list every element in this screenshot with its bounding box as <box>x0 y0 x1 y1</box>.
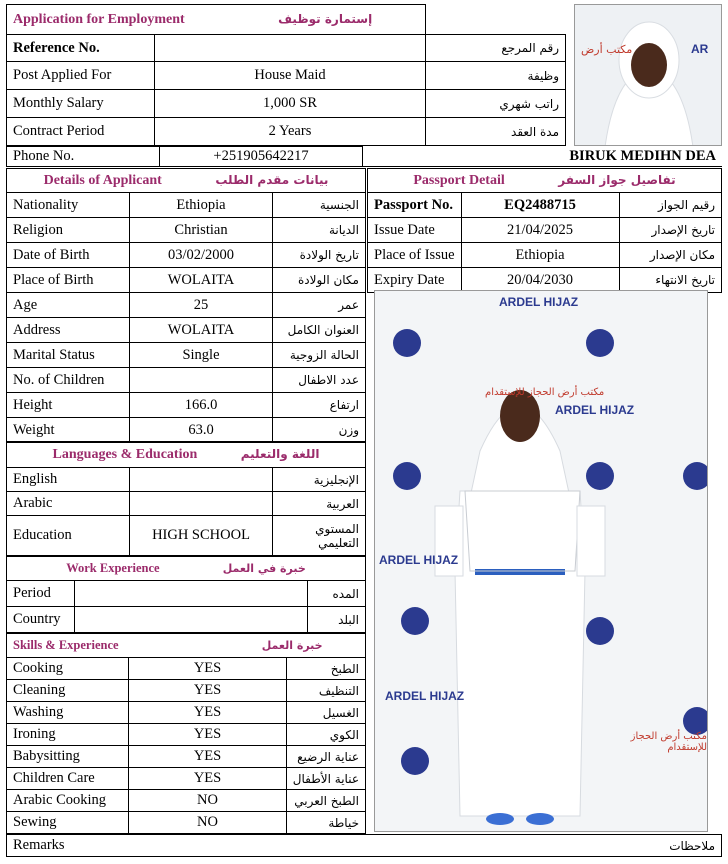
pob-label: Place of Birth <box>7 268 130 293</box>
religion-label: Religion <box>7 218 130 243</box>
skill-ironing-label: Ironing <box>7 724 129 746</box>
salary-label: Monthly Salary <box>7 90 155 118</box>
arabic-ar: العربية <box>273 492 366 516</box>
children-ar: عدد الاطفال <box>273 368 366 393</box>
contract-value: 2 Years <box>155 118 426 146</box>
height-ar: ارتفاع <box>273 393 366 418</box>
details-header: Details of Applicant بيانات مقدم الطلب <box>7 169 366 193</box>
skill-washing-value: YES <box>129 702 287 724</box>
watermark-brand: ARDEL HIJAZ <box>499 295 579 309</box>
skill-arabic-cooking-ar: الطبخ العربي <box>286 790 365 812</box>
nationality-label: Nationality <box>7 193 130 218</box>
headshot-illustration <box>575 5 722 146</box>
issue-place-ar: مكان الإصدار <box>619 243 721 268</box>
issue-place-value: Ethiopia <box>461 243 619 268</box>
country-label: Country <box>7 607 75 633</box>
arabic-label: Arabic <box>7 492 130 516</box>
details-table <box>6 168 366 443</box>
religion-value: Christian <box>130 218 273 243</box>
age-value: 25 <box>130 293 273 318</box>
languages-table <box>6 441 366 556</box>
full-body-photo <box>374 290 708 832</box>
period-ar: المده <box>308 581 366 607</box>
children-label: No. of Children <box>7 368 130 393</box>
languages-header: Languages & Education اللغة والتعليم <box>7 442 366 468</box>
arabic-value <box>130 492 273 516</box>
skill-sewing-value: NO <box>129 812 287 834</box>
passport-no-value: EQ2488715 <box>461 193 619 218</box>
skill-cleaning-value: YES <box>129 680 287 702</box>
dob-label: Date of Birth <box>7 243 130 268</box>
skill-childcare-ar: عناية الأطفال <box>286 768 365 790</box>
skill-cleaning-label: Cleaning <box>7 680 129 702</box>
watermark-brand: ARDEL HIJAZ <box>379 553 459 567</box>
headshot-photo <box>574 4 722 146</box>
address-ar: العنوان الكامل <box>273 318 366 343</box>
pob-ar: مكان الولادة <box>273 268 366 293</box>
remarks-ar: ملاحظات <box>219 835 722 857</box>
expiry-ar: تاريخ الانتهاء <box>619 268 721 293</box>
weight-ar: وزن <box>273 418 366 443</box>
weight-value: 63.0 <box>130 418 273 443</box>
dob-value: 03/02/2000 <box>130 243 273 268</box>
skill-arabic-cooking-value: NO <box>129 790 287 812</box>
passport-no-label: Passport No. <box>368 193 462 218</box>
age-ar: عمر <box>273 293 366 318</box>
watermark-brand: ARDEL HIJAZ <box>385 689 465 703</box>
pob-value: WOLAITA <box>130 268 273 293</box>
skills-header: Skills & Experience خبرة العمل <box>7 634 366 658</box>
skill-ironing-value: YES <box>129 724 287 746</box>
country-value <box>75 607 308 633</box>
nationality-ar: الجنسية <box>273 193 366 218</box>
english-value <box>130 468 273 492</box>
skill-cooking-value: YES <box>129 658 287 680</box>
address-label: Address <box>7 318 130 343</box>
issue-place-label: Place of Issue <box>368 243 462 268</box>
skill-cleaning-ar: التنظيف <box>286 680 365 702</box>
height-label: Height <box>7 393 130 418</box>
education-ar: المستوي التعليمي <box>273 516 366 556</box>
job-table <box>6 4 566 146</box>
passport-header: Passport Detail تفاصيل جواز السفر <box>368 169 722 193</box>
expiry-value: 20/04/2030 <box>461 268 619 293</box>
age-label: Age <box>7 293 130 318</box>
skill-cooking-label: Cooking <box>7 658 129 680</box>
weight-label: Weight <box>7 418 130 443</box>
work-table <box>6 556 366 633</box>
issue-date-value: 21/04/2025 <box>461 218 619 243</box>
skill-babysitting-label: Babysitting <box>7 746 129 768</box>
skill-sewing-label: Sewing <box>7 812 129 834</box>
watermark-arabic: مكتب أرض الحجاز للإستقدام <box>485 387 605 398</box>
phone-table <box>6 146 722 167</box>
ref-value <box>155 35 426 62</box>
children-value <box>130 368 273 393</box>
passport-table <box>367 168 722 293</box>
skill-sewing-ar: خياطة <box>286 812 365 834</box>
skill-washing-ar: الغسيل <box>286 702 365 724</box>
skill-ironing-ar: الكوي <box>286 724 365 746</box>
salary-value: 1,000 SR <box>155 90 426 118</box>
candidate-name: BIRUK MEDIHN DEA <box>363 147 723 167</box>
height-value: 166.0 <box>130 393 273 418</box>
dob-ar: تاريخ الولادة <box>273 243 366 268</box>
post-label: Post Applied For <box>7 62 155 90</box>
nationality-value: Ethiopia <box>130 193 273 218</box>
remarks-table <box>6 834 722 857</box>
issue-date-ar: تاريخ الإصدار <box>619 218 721 243</box>
ref-ar: رقم المرجع <box>426 35 566 62</box>
english-ar: الإنجليزية <box>273 468 366 492</box>
watermark-arabic: مكتب أرض الحجاز للإستقدام <box>630 731 707 753</box>
marital-ar: الحالة الزوجية <box>273 343 366 368</box>
education-label: Education <box>7 516 130 556</box>
skill-washing-label: Washing <box>7 702 129 724</box>
issue-date-label: Issue Date <box>368 218 462 243</box>
phone-value: +251905642217 <box>160 147 363 167</box>
skill-cooking-ar: الطبخ <box>286 658 365 680</box>
skills-table <box>6 633 366 834</box>
post-value: House Maid <box>155 62 426 90</box>
period-label: Period <box>7 581 75 607</box>
skill-childcare-value: YES <box>129 768 287 790</box>
remarks-label: Remarks <box>7 835 220 857</box>
country-ar: البلد <box>308 607 366 633</box>
contract-label: Contract Period <box>7 118 155 146</box>
skill-babysitting-value: YES <box>129 746 287 768</box>
watermark-brand: ARDEL HIJAZ <box>555 403 635 417</box>
religion-ar: الديانة <box>273 218 366 243</box>
contract-ar: مدة العقد <box>426 118 566 146</box>
english-label: English <box>7 468 130 492</box>
skill-childcare-label: Children Care <box>7 768 129 790</box>
marital-value: Single <box>130 343 273 368</box>
skill-babysitting-ar: عناية الرضيع <box>286 746 365 768</box>
salary-ar: راتب شهري <box>426 90 566 118</box>
skill-arabic-cooking-label: Arabic Cooking <box>7 790 129 812</box>
svg-text:AR: AR <box>691 42 709 56</box>
marital-label: Marital Status <box>7 343 130 368</box>
expiry-label: Expiry Date <box>368 268 462 293</box>
passport-no-ar: رقيم الجواز <box>619 193 721 218</box>
education-value: HIGH SCHOOL <box>130 516 273 556</box>
period-value <box>75 581 308 607</box>
ref-label: Reference No. <box>7 35 155 62</box>
post-ar: وظيفة <box>426 62 566 90</box>
work-header: Work Experience خبرة في العمل <box>7 557 366 581</box>
address-value: WOLAITA <box>130 318 273 343</box>
phone-label: Phone No. <box>7 147 160 167</box>
form-title: Application for Employment إستمارة توظيف <box>7 5 426 35</box>
svg-text:مكتب أرض: مكتب أرض <box>581 43 633 56</box>
